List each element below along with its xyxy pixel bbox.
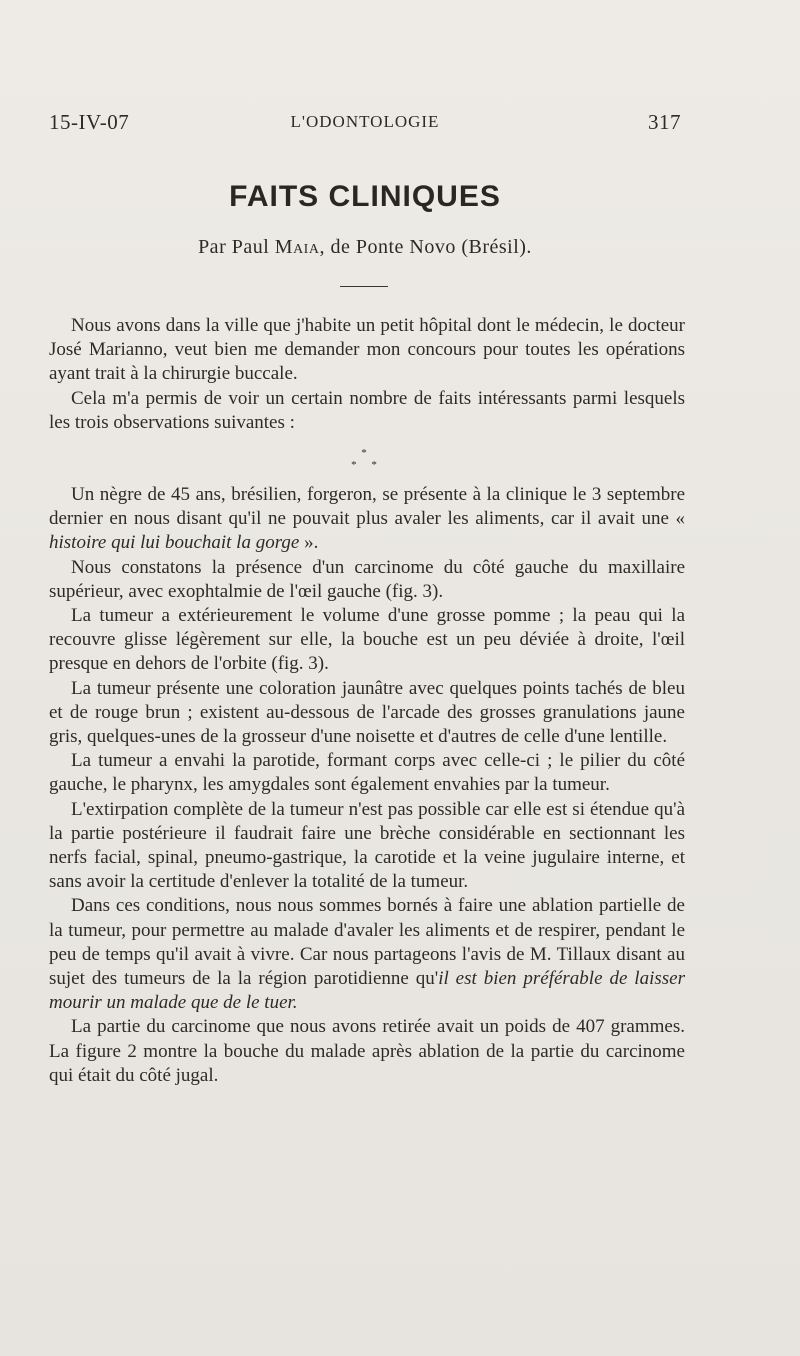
header-page-number: 317 — [648, 110, 681, 134]
asterism-top: * — [361, 447, 373, 460]
ablation-text: Dans ces conditions, nous nous sommes bornés à faire une ablation partielle de la tumeur, pour permettre au malade d'avaler les aliments et de respirer, pendant le peu de temps qu'il avait à vivre. Car nous partageons l'avis de M. Tillaux disant au sujet des tumeurs de la la région parotidienne qu' — [49, 895, 685, 990]
asterism-bottom: * * — [351, 459, 383, 472]
header-journal-title: L'ODONTOLOGIE — [290, 112, 440, 131]
paragraph-carcinome: Nous constatons la présence d'un carcinome du côté gauche du maxillaire supérieur, avec exophtalmie de l'œil gauche (fig. 3). — [49, 556, 685, 602]
byline-author: Maia — [274, 236, 320, 258]
case-quote: histoire qui lui bouchait la gorge — [49, 532, 300, 554]
article-body — [49, 314, 685, 1088]
title-rule — [340, 286, 388, 287]
running-header — [49, 110, 681, 140]
paragraph-intro: Nous avons dans la ville que j'habite un petit hôpital dont le médecin, le docteur José Marianno, veut bien me demander mon concours pour toutes les opérations ayant trait à la chirurgie buccale. — [49, 315, 685, 385]
paragraph-parotide: La tumeur a envahi la parotide, formant corps avec celle-ci ; le pilier du côté gauche, le pharynx, les amygdales sont également envahies par la tumeur. — [49, 750, 685, 796]
header-date: 15-IV-07 — [49, 110, 130, 134]
case-text-a: Un nègre de 45 ans, brésilien, forgeron, se présente à la clinique le 3 septembre dernier en nous disant qu'il ne pouvait plus avaler les aliments, car il avait une « — [49, 484, 685, 530]
case-text-b: ». — [299, 532, 319, 554]
section-separator — [49, 447, 685, 471]
paragraph-case — [49, 483, 685, 556]
article-byline — [0, 236, 730, 259]
byline-prefix: Par Paul — [198, 236, 275, 258]
paragraph-ablation — [49, 894, 685, 1015]
paragraph-coloration: La tumeur présente une coloration jaunâtre avec quelques points tachés de bleu et de rouge brun ; existent au-dessous de l'arcade des grosses granulations jaune gris, quelques-unes de la grosseur d'une noisette et d'autres de celle d'une lentille. — [49, 677, 685, 748]
article-title: FAITS CLINIQUES — [229, 180, 501, 213]
ablation-quote: il est bien préférable de laisser mourir un malade que de le tuer. — [49, 968, 685, 1014]
byline-suffix: , de Ponte Novo (Brésil). — [319, 236, 532, 258]
paragraph-volume: La tumeur a extérieurement le volume d'une grosse pomme ; la peau qui la recouvre glisse légèrement sur elle, la bouche est un peu déviée à droite, l'œil presque en dehors de l'orbite (fig. 3). — [49, 605, 685, 675]
paragraph-observations: Cela m'a permis de voir un certain nombre de faits intéressants parmi lesquels les trois observations suivantes : — [49, 387, 685, 433]
paragraph-extirpation: L'extirpation complète de la tumeur n'est pas possible car elle est si étendue qu'à la partie postérieure il faudrait faire une brèche considérable en sectionnant les nerfs facial, spinal, pneumo-gastrique, la carotide et la veine jugulaire interne, et sans avoir la certitude d'enlever la totalité de la tumeur. — [49, 798, 685, 893]
paragraph-poids: La partie du carcinome que nous avons retirée avait un poids de 407 grammes. La figure 2 montre la bouche du malade après ablation de la partie du carcinome qui était du côté jugal. — [49, 1016, 685, 1086]
